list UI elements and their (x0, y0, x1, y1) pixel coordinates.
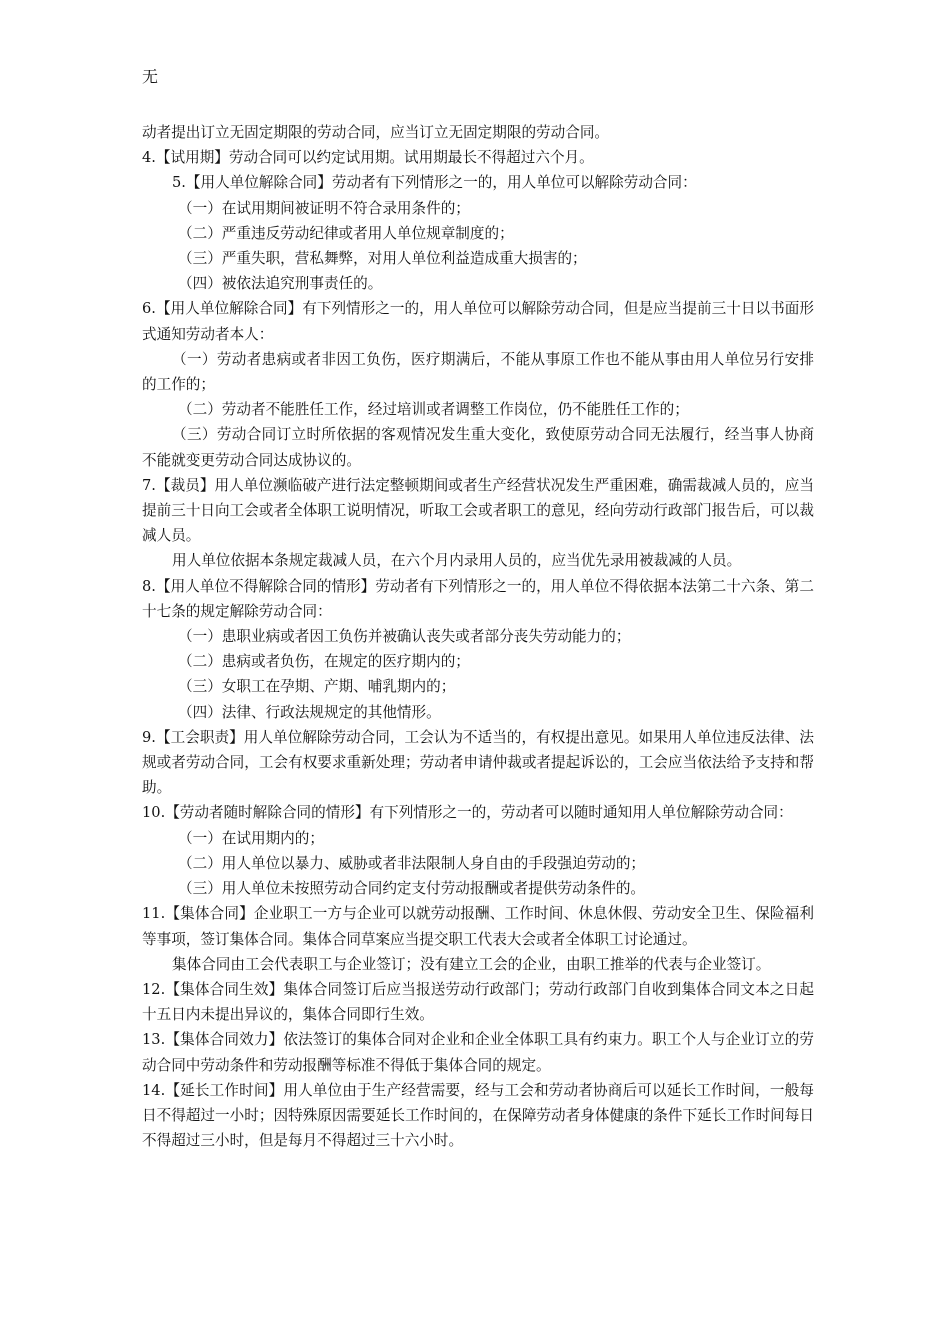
paragraph: （一）在试用期内的； (178, 829, 324, 847)
document-body (142, 120, 814, 1153)
paragraph: （二）严重违反劳动纪律或者用人单位规章制度的； (178, 224, 514, 242)
paragraph: 12.【集体合同生效】集体合同签订后应当报送劳动行政部门；劳动行政部门自收到集体合同文本之日起十五日内未提出异议的，集体合同即行生效。 (142, 980, 814, 1024)
paragraph: 10.【劳动者随时解除合同的情形】有下列情形之一的，劳动者可以随时通知用人单位解除劳动合同： (142, 804, 793, 822)
paragraph: （三）严重失职，营私舞弊，对用人单位利益造成重大损害的； (178, 250, 587, 268)
paragraph: 8.【用人单位不得解除合同的情形】劳动者有下列情形之一的，用人单位不得依据本法第二十六条、第二十七条的规定解除劳动合同： (142, 577, 814, 620)
paragraph: （三）劳动合同订立时所依据的客观情况发生重大变化，致使原劳动合同无法履行，经当事人协商不能就变更劳动合同达成协议的。 (142, 426, 814, 469)
paragraph: 用人单位依据本条规定裁减人员，在六个月内录用人员的，应当优先录用被裁减的人员。 (172, 552, 742, 570)
paragraph: 4.【试用期】劳动合同可以约定试用期。试用期最长不得超过六个月。 (142, 149, 594, 167)
paragraph: 动者提出订立无固定期限的劳动合同，应当订立无固定期限的劳动合同。 (142, 124, 610, 141)
paragraph: 6.【用人单位解除合同】有下列情形之一的，用人单位可以解除劳动合同，但是应当提前三十日以书面形式通知劳动者本人： (142, 300, 814, 343)
paragraph: （二）用人单位以暴力、威胁或者非法限制人身自由的手段强迫劳动的； (178, 854, 646, 872)
paragraph: （三）用人单位未按照劳动合同约定支付劳动报酬或者提供劳动条件的。 (178, 880, 646, 898)
paragraph: 13.【集体合同效力】依法签订的集体合同对企业和企业全体职工具有约束力。职工个人与企业订立的劳动合同中劳动条件和劳动报酬等标准不得低于集体合同的规定。 (142, 1031, 814, 1074)
paragraph: 11.【集体合同】企业职工一方与企业可以就劳动报酬、工作时间、休息休假、劳动安全卫生、保险福利等事项，签订集体合同。集体合同草案应当提交职工代表大会或者全体职工讨论通过。 (142, 905, 814, 948)
paragraph: 9.【工会职责】用人单位解除劳动合同，工会认为不适当的，有权提出意见。如果用人单位违反法律、法规或者劳动合同，工会有权要求重新处理；劳动者申请仲裁或者提起诉讼的，工会应当依法给予支持和帮助。 (142, 728, 814, 797)
paragraph: 集体合同由工会代表职工与企业签订；没有建立工会的企业，由职工推举的代表与企业签订。 (172, 955, 771, 973)
paragraph: （四）被依法追究刑事责任的。 (178, 275, 383, 293)
paragraph: （四）法律、行政法规规定的其他情形。 (178, 703, 441, 721)
paragraph: 14.【延长工作时间】用人单位由于生产经营需要，经与工会和劳动者协商后可以延长工作时间，一般每日不得超过一小时；因特殊原因需要延长工作时间的，在保障劳动者身体健康的条件下延长工作时间每日不得超过三小时，但是每月不得超过三十六小时。 (142, 1081, 814, 1150)
paragraph: （二）患病或者负伤，在规定的医疗期内的； (178, 653, 470, 671)
paragraph: 5.【用人单位解除合同】劳动者有下列情形之一的，用人单位可以解除劳动合同： (172, 174, 697, 192)
paragraph: 7.【裁员】用人单位濒临破产进行法定整顿期间或者生产经营状况发生严重困难，确需裁减人员的，应当提前三十日向工会或者全体职工说明情况，听取工会或者职工的意见，经向劳动行政部门报告后，可以裁减人员。 (142, 476, 814, 545)
page-header: 无 (142, 67, 159, 86)
paragraph: （一）患职业病或者因工负伤并被确认丧失或者部分丧失劳动能力的； (178, 628, 631, 646)
paragraph: （一）在试用期间被证明不符合录用条件的； (178, 199, 470, 217)
paragraph: （三）女职工在孕期、产期、哺乳期内的； (178, 678, 456, 696)
paragraph: （一）劳动者患病或者非因工负伤，医疗期满后，不能从事原工作也不能从事由用人单位另行安排的工作的； (142, 350, 814, 394)
paragraph: （二）劳动者不能胜任工作，经过培训或者调整工作岗位，仍不能胜任工作的； (178, 401, 689, 419)
